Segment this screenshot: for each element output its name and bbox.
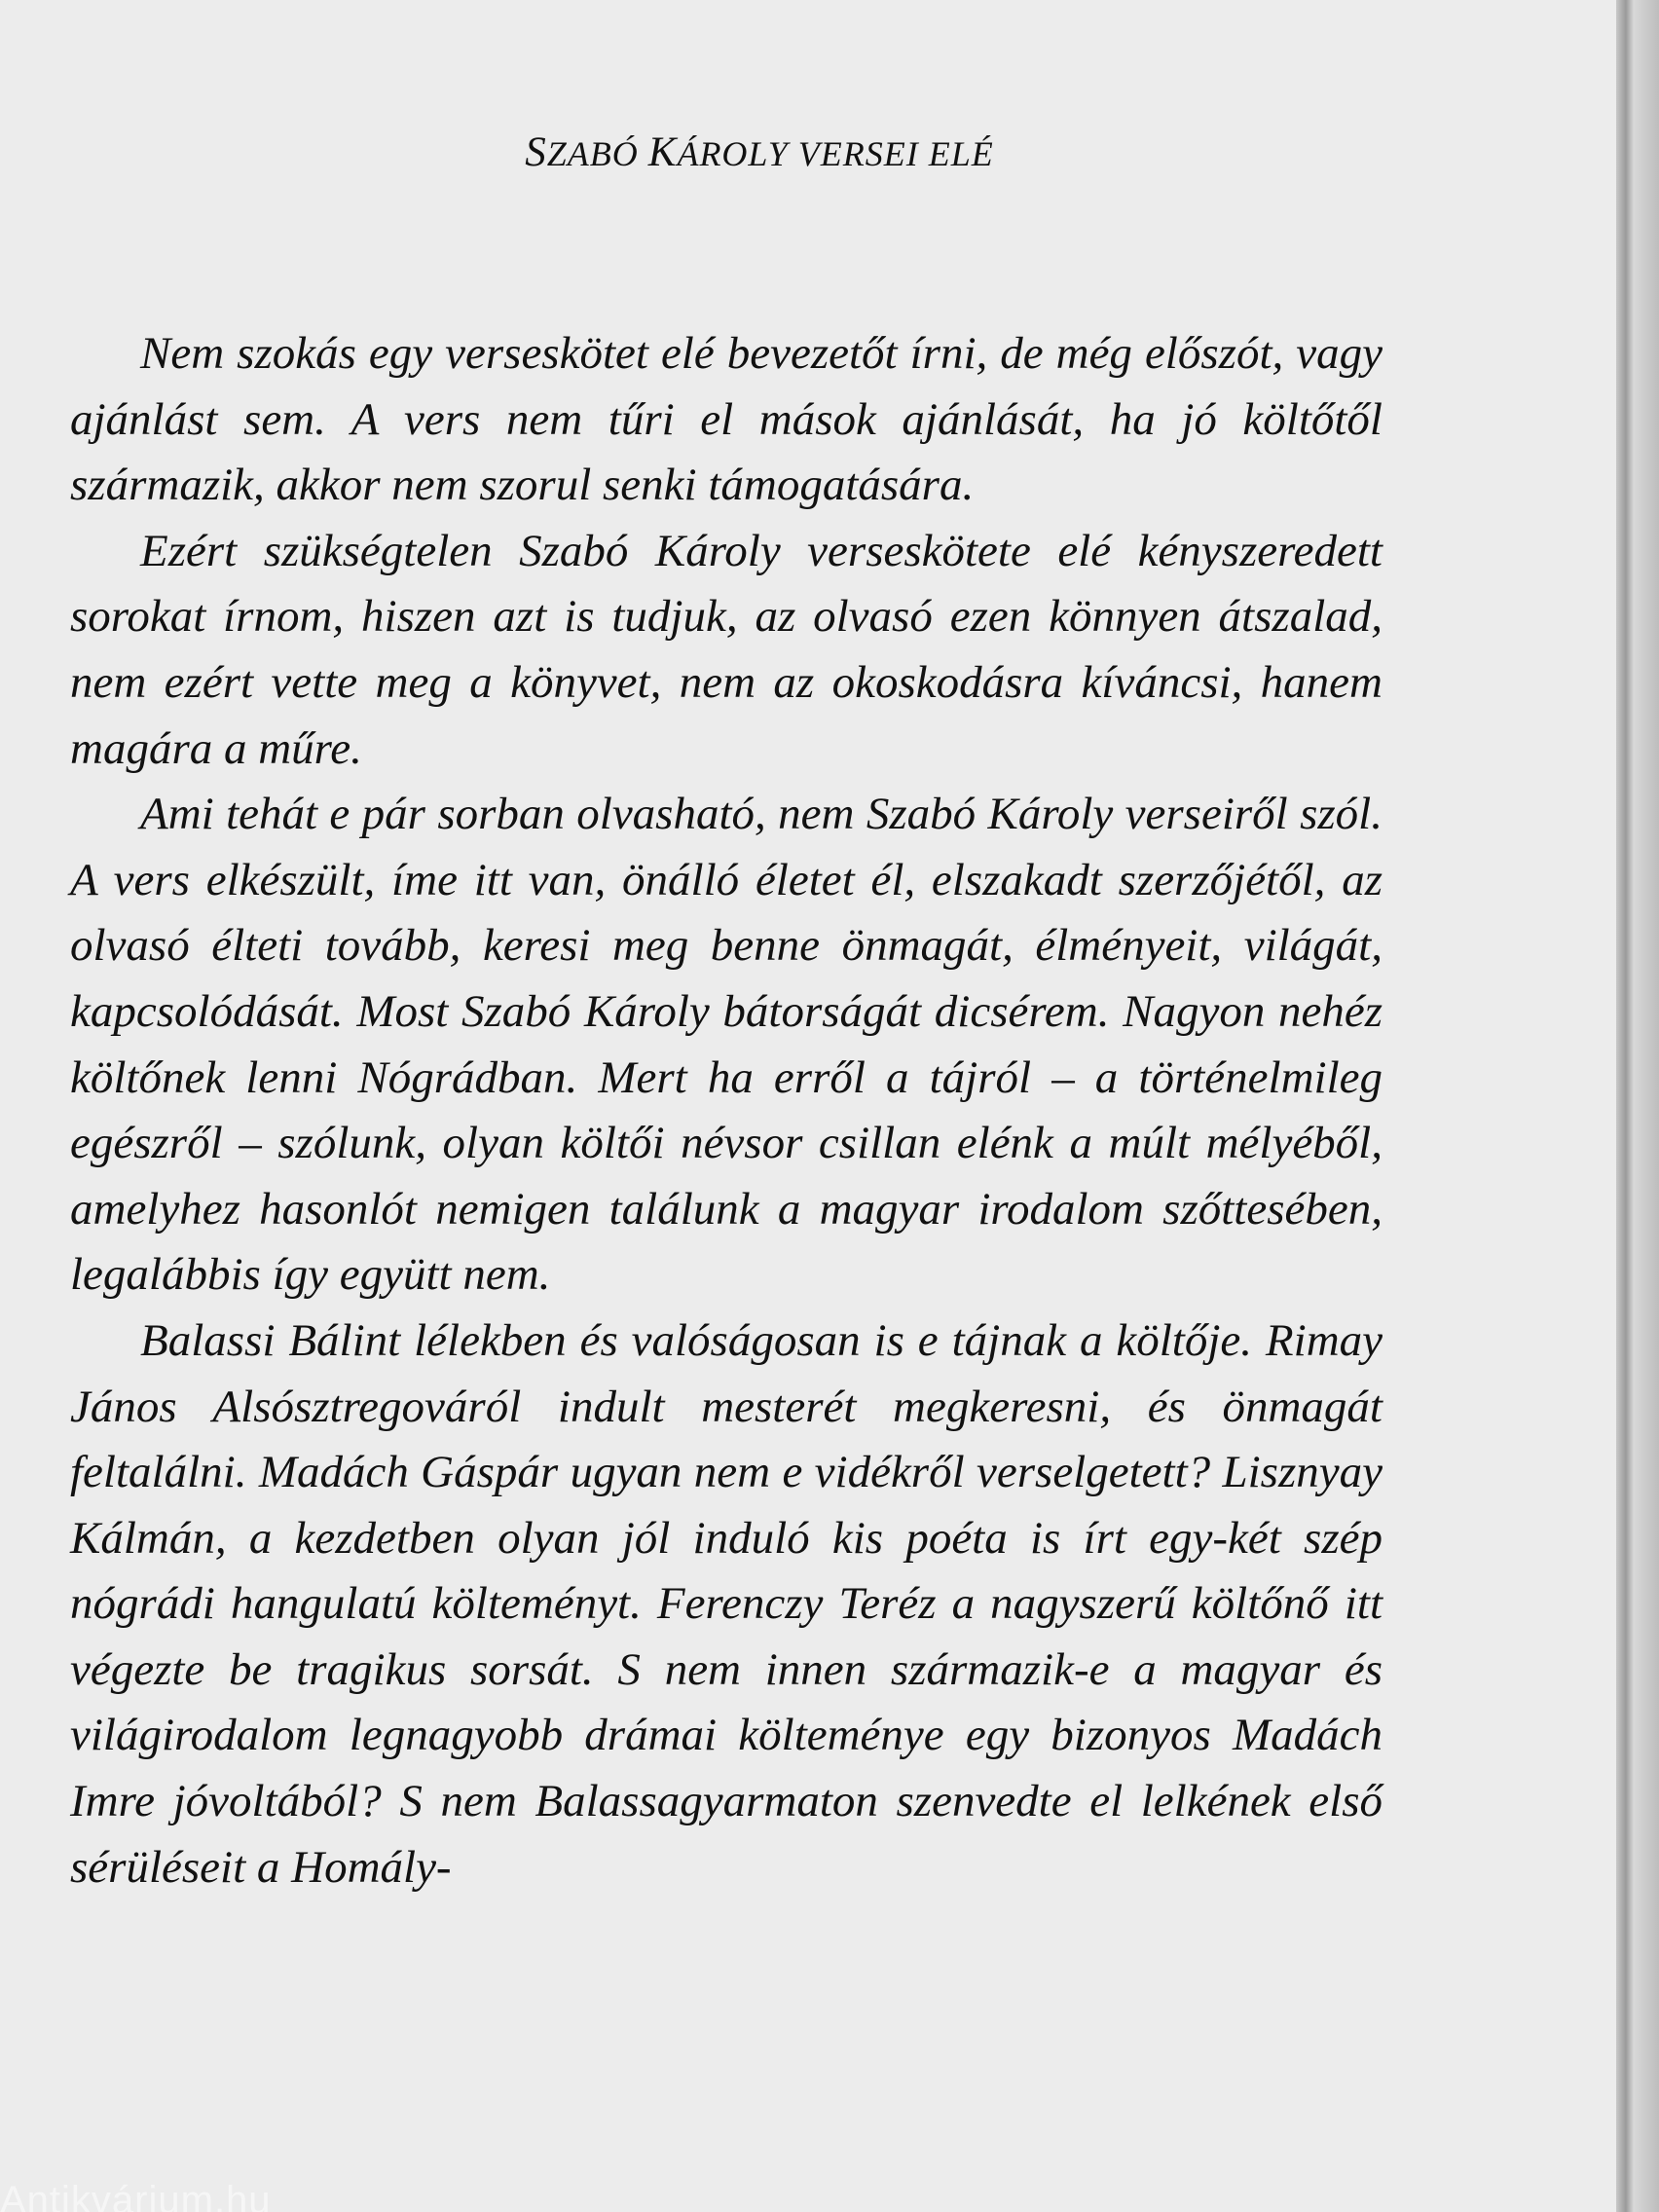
paragraph-3: Ami tehát e pár sorban olvasható, nem Szabó Károly verseiről szól. A vers elkészült, íme itt van, önálló életet él, elszakadt szerzőjétől, az olvasó élteti tovább, keresi meg benne önmagát, élményeit, világát, kapcsolódását. Most Szabó Károly bátorságát dicsérem. Nagyon nehéz költőnek lenni Nógrádban. Mert ha erről a tájról – a történelmileg egészről – szólunk, olyan költői névsor csillan elénk a múlt mélyéből, amelyhez hasonlót nemigen találunk a magyar irodalom szőttesében, legalábbis így együtt nem. bbox=[70, 789, 1382, 1301]
title-part-1: ZABÓ bbox=[546, 134, 648, 173]
watermark: Antikvárium.hu bbox=[0, 2179, 272, 2212]
body-text bbox=[70, 321, 1382, 1900]
title-part-2: ÁROLY VERSEI ELÉ bbox=[677, 134, 994, 173]
title-initial-2: K bbox=[647, 129, 678, 175]
paragraph-1: Nem szokás egy verseskötet elé bevezetőt írni, de még előszót, vagy ajánlást sem. A vers nem tűri el mások ajánlását, ha jó költőtől származik, akkor nem szorul senki támogatására. bbox=[70, 328, 1382, 511]
paragraph-2: Ezért szükségtelen Szabó Károly verseskötete elé kényszeredett sorokat írnom, hiszen azt is tudjuk, az olvasó ezen könnyen átszalad, nem ezért vette meg a könyvet, nem az okoskodásra kíváncsi, hanem magára a műre. bbox=[70, 525, 1382, 774]
page-title bbox=[0, 129, 1519, 176]
paragraph-4: Balassi Bálint lélekben és valóságosan is e tájnak a költője. Rimay János Alsósztregováról indult mesterét megkeresni, és önmagát feltalálni. Madách Gáspár ugyan nem e vidékről verselgetett? Lisznyay Kálmán, a kezdetben olyan jól induló kis poéta is írt egy-két szép nógrádi hangulatú költeményt. Ferenczy Teréz a nagyszerű költőnő itt végezte be tragikus sorsát. S nem innen származik-e a magyar és világirodalom legnagyobb drámai költeménye egy bizonyos Madách Imre jóvoltából? S nem Balassagyarmaton szenvedte el lelkének első sérüléseit a Homály- bbox=[70, 1314, 1382, 1893]
page-edge bbox=[1616, 0, 1659, 2212]
title-initial-1: S bbox=[525, 129, 547, 175]
